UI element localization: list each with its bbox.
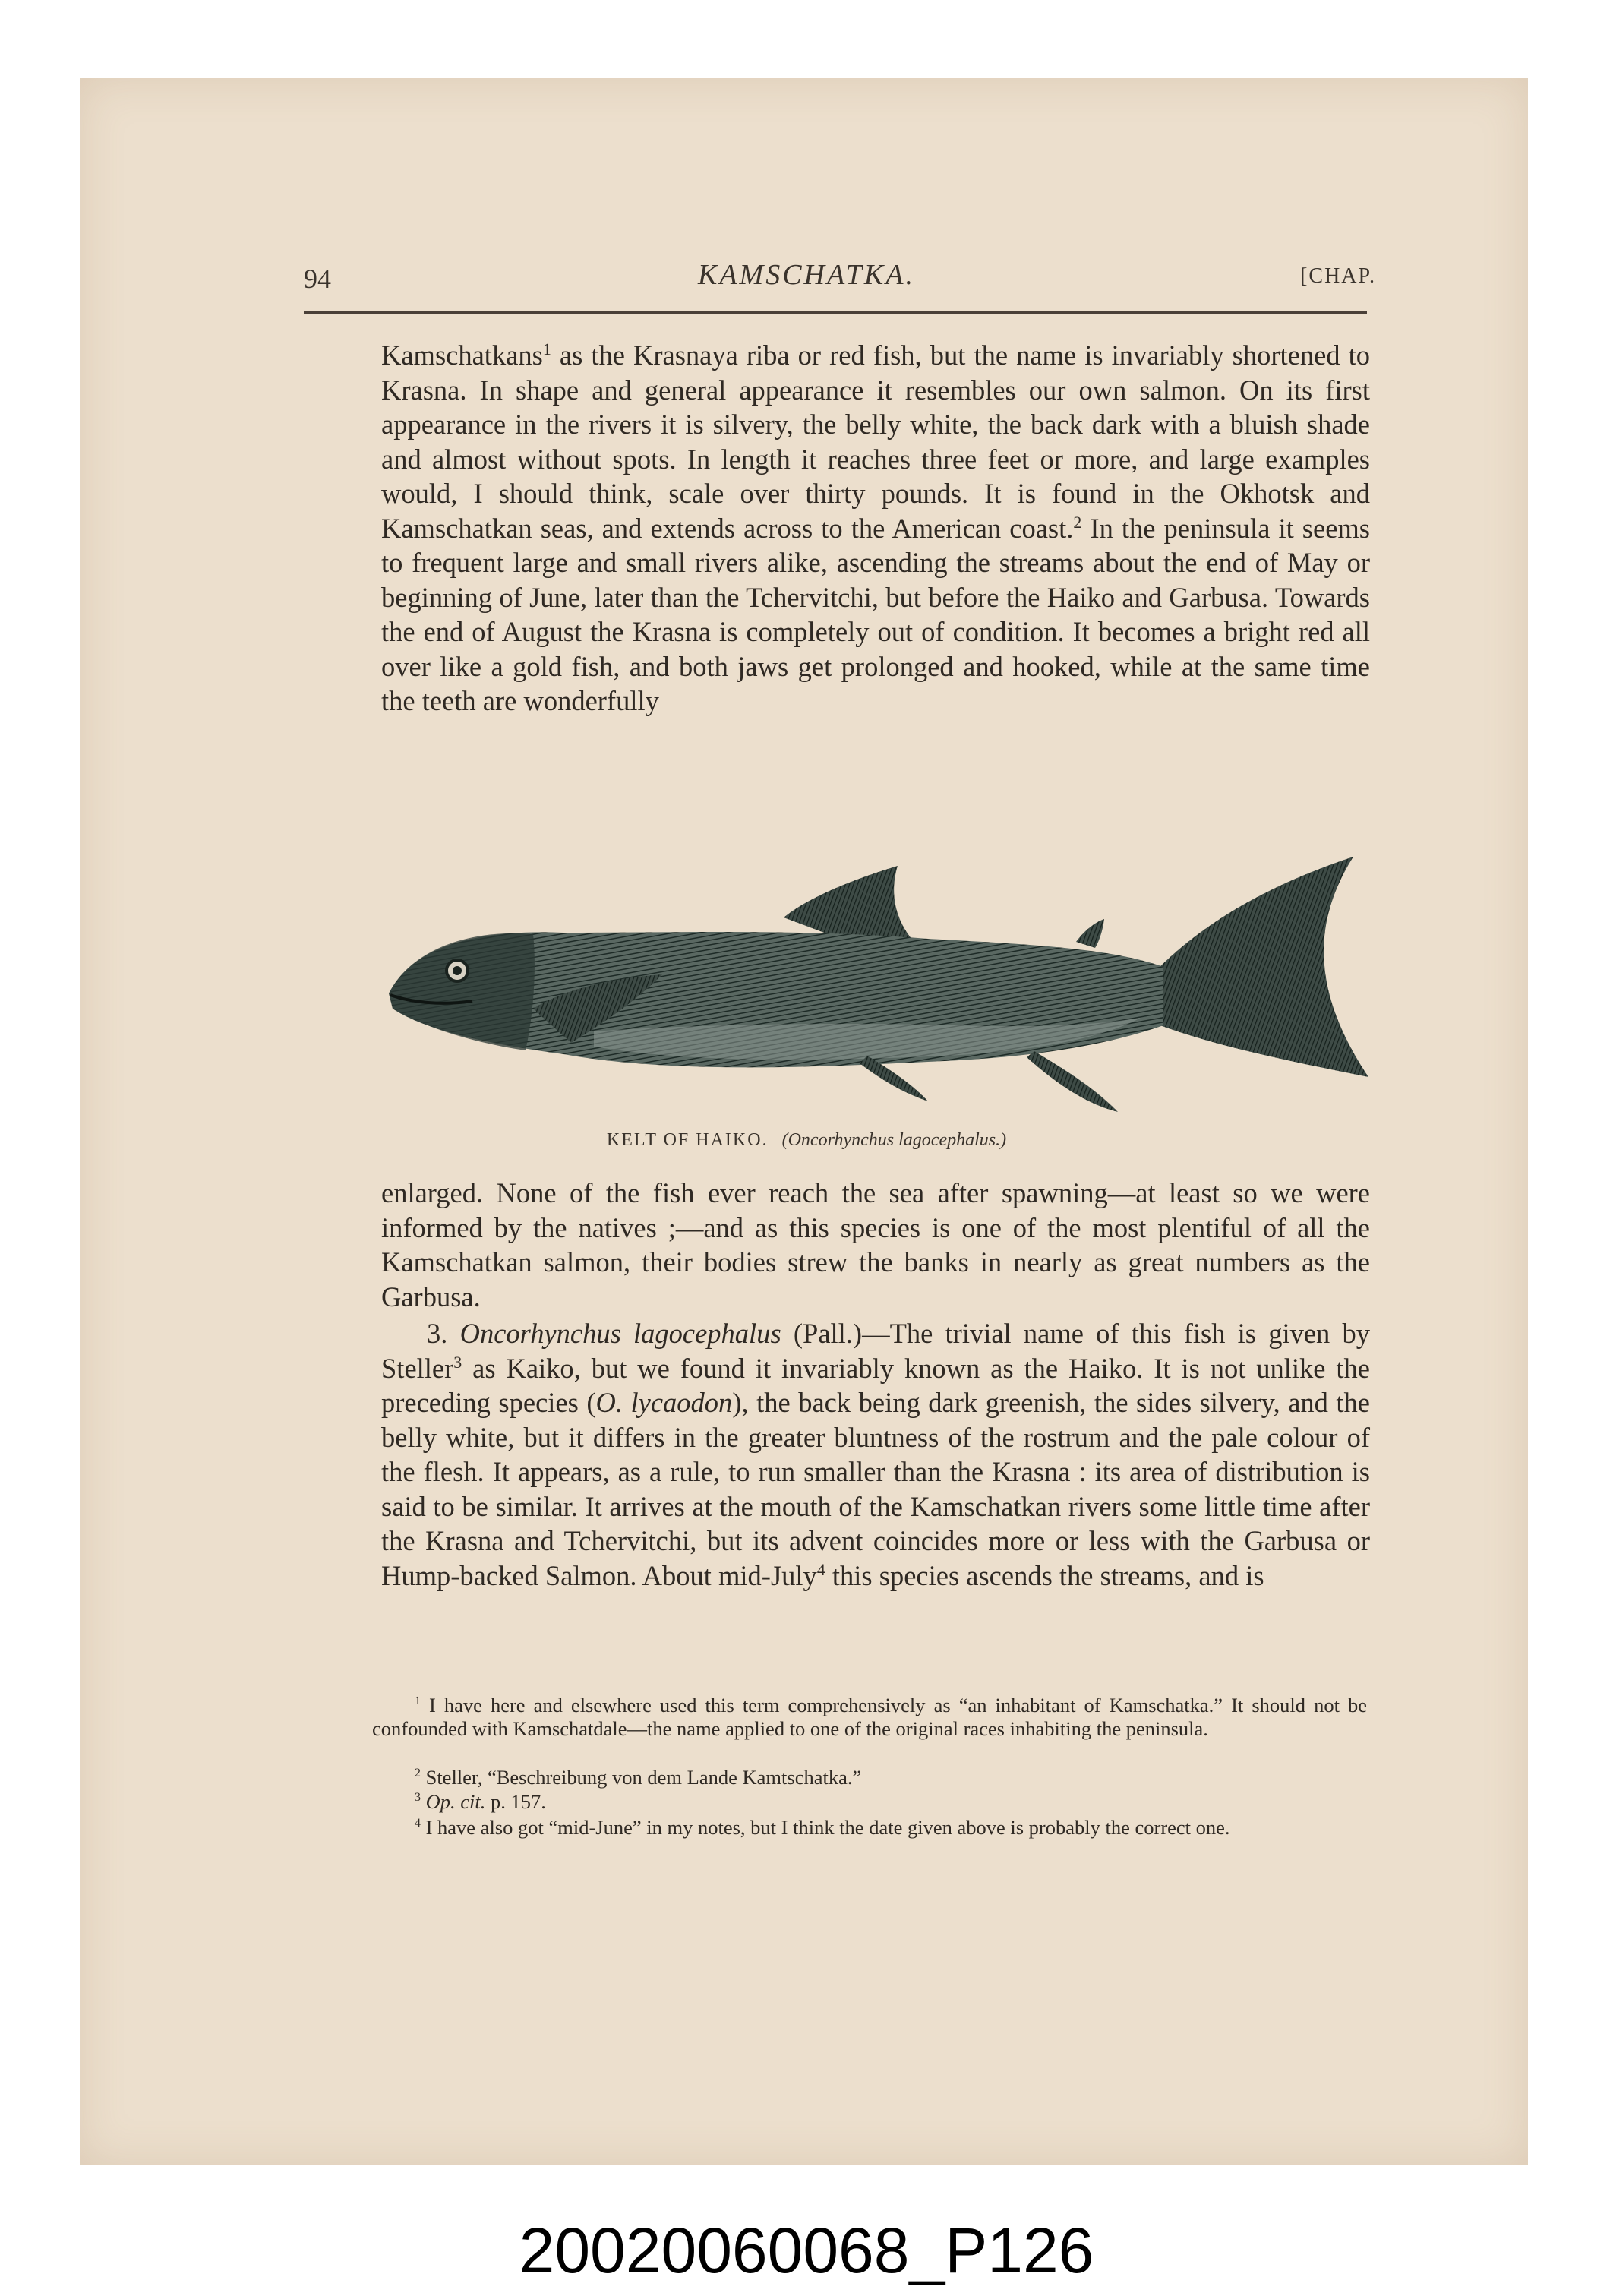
para3-species: Oncorhynchus lagocephalus xyxy=(459,1318,781,1349)
paragraph-enlarged: enlarged. None of the fish ever reach the sea after spawning—at least so we were informed by the natives ;—and as this species is one of the most plentiful of all the Kamschatkan salmon, their bodies strew the banks in nearly as great numbers as the Garbusa. xyxy=(381,1177,1370,1312)
footnote-3 xyxy=(372,1790,1367,1814)
fish-illustration xyxy=(381,826,1368,1118)
footnote-4-mark: 4 xyxy=(415,1817,421,1830)
para3-species-2: O. lycaodon xyxy=(595,1387,733,1418)
figure-caption-label: KELT OF HAIKO. xyxy=(606,1130,769,1150)
footnote-2-text: Steller, “Beschreibung von dem Lande Kamtschatka.” xyxy=(420,1766,862,1789)
para3-number: 3. xyxy=(427,1318,460,1349)
adipose-fin xyxy=(1076,919,1104,948)
anal-fin xyxy=(1027,1051,1118,1112)
footnote-2-mark: 2 xyxy=(415,1767,421,1780)
footnote-4-text: I have also got “mid-June” in my notes, but I think the date given above is probably the correct one. xyxy=(420,1816,1230,1839)
dorsal-fin xyxy=(784,866,913,940)
tail-fin xyxy=(1156,857,1368,1077)
para3-text-a: (Pall.)—The trivial name of this fish is given by Steller xyxy=(381,1318,1370,1384)
chapter-mark: [CHAP. xyxy=(1300,264,1376,288)
footnote-4 xyxy=(372,1816,1367,1840)
footnote-3-cite: Op. cit. xyxy=(425,1790,486,1813)
footnote-ref-3: 3 xyxy=(453,1352,462,1372)
para3-text-d: this species ascends the streams, and is xyxy=(825,1559,1264,1591)
para3-text-b: as Kaiko, but we found it invariably known as the Haiko. It is not unlike the preceding species ( xyxy=(381,1352,1370,1418)
footnote-1 xyxy=(372,1694,1367,1741)
paragraph-krasna xyxy=(381,338,1370,718)
para1-text-b: as the Krasnaya riba or red fish, but the name is invariably shortened to Krasna. In shape and general appearance it resembles our own salmon. On its first appearance in the rivers it is silvery, the belly white, the back dark with a bluish shade and almost without spots. In length it reaches three feet or more, and large examples would, I should think, scale over thirty pounds. It is found in the Okhotsk and Kamschatkan seas, and extends across to the American coast. xyxy=(381,340,1370,544)
figure-caption-species: (Oncorhynchus lagocephalus.) xyxy=(781,1130,1007,1150)
footnote-ref-4: 4 xyxy=(816,1559,825,1579)
figure-caption xyxy=(0,1130,1613,1151)
para1-text-a: Kamschatkans xyxy=(381,340,543,371)
footnote-2 xyxy=(372,1766,1367,1789)
paragraph-haiko xyxy=(381,1316,1370,1593)
footnote-ref-2: 2 xyxy=(1073,512,1082,532)
running-title: KAMSCHATKA. xyxy=(698,259,915,291)
page-number: 94 xyxy=(304,264,331,294)
footnote-3-mark: 3 xyxy=(415,1791,421,1805)
footnote-3-text: p. 157. xyxy=(485,1790,546,1813)
para3-text-c: ), the back being dark greenish, the sides silvery, and the belly white, but it differs in the greater bluntness of the rostrum and the pale colour of the flesh. It appears, as a rule, to run smaller than the Krasna : its area of distribution is said to be similar. It arrives at the mouth of the Kamschatkan rivers some little time after the Krasna and Tchervitchi, but its advent coincides more or less with the Garbusa or Hump-backed Salmon. About mid-July xyxy=(381,1387,1371,1591)
footnote-ref-1: 1 xyxy=(542,339,551,358)
footnote-1-text: I have here and elsewhere used this term comprehensively as “an inhabitant of Kamschatka.” It should not be confounded with Kamschatdale—the name applied to one of the original races inhabiting the peninsula. xyxy=(372,1694,1367,1740)
header-rule xyxy=(304,311,1367,314)
para1-text-c: In the peninsula it seems to frequent large and small rivers alike, ascending the streams about the end of May or beginning of June, later than the Tchervitchi, but before the Haiko and Garbusa. Towards the end of August the Krasna is completely out of condition. It becomes a bright red all over like a gold fish, and both jaws get prolonged and hooked, while at the same time the teeth are wonderfully xyxy=(381,512,1370,716)
catalog-id: 20020060068_P126 xyxy=(519,2215,1094,2286)
footnote-1-mark: 1 xyxy=(415,1694,421,1708)
